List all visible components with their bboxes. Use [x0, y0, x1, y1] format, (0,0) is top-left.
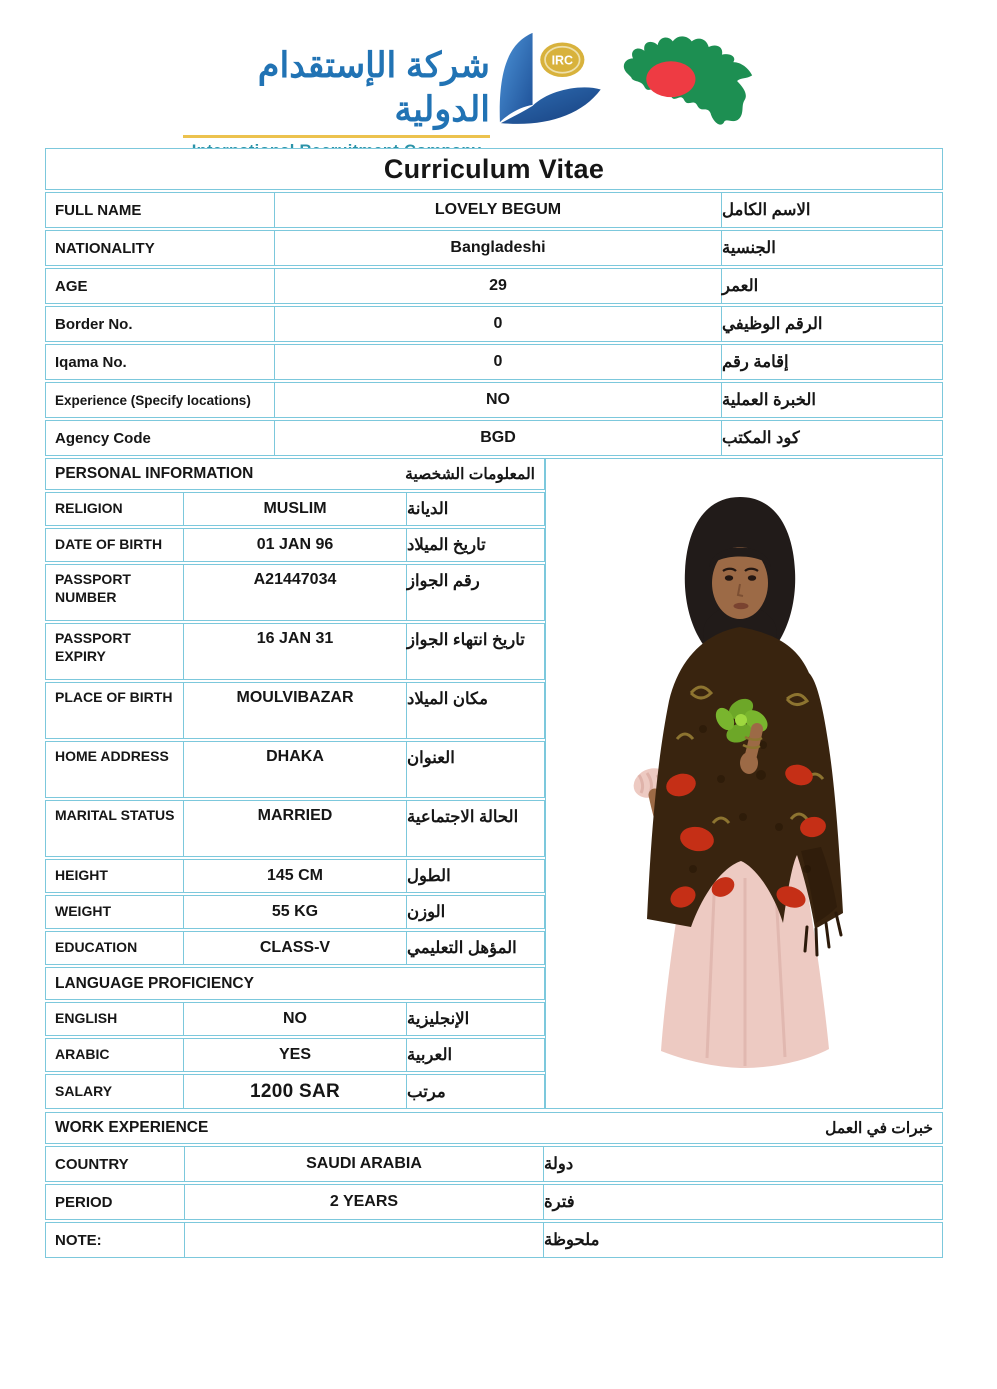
table-row-period: [45, 1184, 943, 1220]
field-label-arabic: الجنسية: [722, 239, 776, 257]
field-label-arabic: العربية: [407, 1046, 453, 1064]
field-value: MUSLIM: [183, 493, 407, 525]
field-label-arabic: الإنجليزية: [407, 1010, 470, 1028]
table-row-full-name: [45, 192, 943, 228]
table-row-religion: [45, 492, 545, 526]
bangladesh-map-flag-icon: [610, 30, 762, 139]
field-value: MARRIED: [183, 801, 407, 856]
field-value: NO: [274, 383, 722, 417]
field-label: Experience (Specify locations): [55, 392, 251, 408]
company-brand: [183, 44, 490, 161]
field-value: CLASS-V: [183, 932, 407, 964]
brand-underline: [183, 135, 490, 138]
language-proficiency-header: [45, 967, 545, 1000]
field-label: PLACE OF BIRTH: [55, 689, 173, 705]
field-label-arabic: الرقم الوظيفي: [722, 315, 823, 333]
field-label-arabic: تاريخ الميلاد: [407, 536, 486, 554]
field-label: PERIOD: [55, 1193, 113, 1211]
table-row-experience: [45, 382, 943, 418]
field-value: 0: [274, 345, 722, 379]
field-label-arabic: الوزن: [407, 903, 446, 921]
table-row-place-of-birth: [45, 682, 545, 739]
field-value: Bangladeshi: [274, 231, 722, 265]
company-name-arabic: شركة الإستقدام الدولية: [257, 46, 490, 129]
field-value: SAUDI ARABIA: [184, 1147, 544, 1181]
field-label: PASSPORT NUMBER: [55, 571, 131, 605]
field-label: NOTE:: [55, 1231, 102, 1249]
field-label: COUNTRY: [55, 1155, 129, 1173]
table-row-marital-status: [45, 800, 545, 857]
cv-title-row: [45, 148, 943, 190]
field-label: AGE: [55, 277, 88, 295]
field-value: [184, 1223, 544, 1257]
section-title: WORK EXPERIENCE: [55, 1119, 209, 1136]
section-title: PERSONAL INFORMATION: [55, 465, 254, 482]
table-row-note: [45, 1222, 943, 1258]
table-row-passport-expiry: [45, 623, 545, 680]
field-value: 0: [274, 307, 722, 341]
table-row-nationality: [45, 230, 943, 266]
field-label: SALARY: [55, 1082, 113, 1099]
field-label: MARITAL STATUS: [55, 807, 175, 823]
field-label: FULL NAME: [55, 201, 142, 219]
candidate-photo: [595, 483, 895, 1095]
field-label-arabic: مرتب: [407, 1082, 446, 1101]
personal-info-table: [45, 458, 545, 1109]
personal-info-header: [45, 458, 545, 490]
field-label-arabic: كود المكتب: [722, 429, 800, 447]
field-value: 29: [274, 269, 722, 303]
summary-table: [45, 148, 943, 456]
field-label: NATIONALITY: [55, 239, 155, 257]
field-label-arabic: ملحوظة: [544, 1231, 600, 1249]
field-label-arabic: تاريخ انتهاء الجواز: [407, 631, 525, 649]
field-label-arabic: الديانة: [407, 500, 449, 518]
field-label: Border No.: [55, 315, 133, 333]
field-label-arabic: رقم الجواز: [407, 572, 480, 590]
table-row-border-no: [45, 306, 943, 342]
field-label: ENGLISH: [55, 1010, 118, 1027]
field-value: 1200 SAR: [183, 1075, 407, 1108]
field-value: MOULVIBAZAR: [183, 683, 407, 738]
irc-logo-mark-icon: [487, 30, 605, 131]
table-row-height: [45, 859, 545, 893]
field-value: 16 JAN 31: [183, 624, 407, 679]
irc-badge-text: IRC: [551, 53, 574, 68]
field-value: LOVELY BEGUM: [274, 193, 722, 227]
table-row-salary: [45, 1074, 545, 1109]
photo-panel: [545, 458, 943, 1109]
field-label: HOME ADDRESS: [55, 748, 169, 764]
field-label-arabic: فترة: [544, 1193, 575, 1211]
field-label: RELIGION: [55, 500, 123, 517]
field-label: ARABIC: [55, 1046, 110, 1063]
field-label-arabic: إقامة رقم: [722, 353, 789, 371]
field-label: Iqama No.: [55, 353, 127, 371]
table-row-education: [45, 931, 545, 965]
field-value: 55 KG: [183, 896, 407, 928]
field-label: Agency Code: [55, 429, 151, 447]
field-value: 145 CM: [183, 860, 407, 892]
field-label-arabic: مكان الميلاد: [407, 690, 489, 708]
field-label-arabic: العنوان: [407, 749, 455, 767]
table-row-agency-code: [45, 420, 943, 456]
section-title: LANGUAGE PROFICIENCY: [55, 974, 254, 992]
personal-info-section: [45, 458, 943, 1109]
table-row-arabic: [45, 1038, 545, 1072]
table-row-country: [45, 1146, 943, 1182]
page-title: Curriculum Vitae: [383, 153, 605, 184]
section-title-arabic: خبرات في العمل: [825, 1119, 933, 1137]
table-row-iqama-no: [45, 344, 943, 380]
field-value: YES: [183, 1039, 407, 1071]
field-label-arabic: الخبرة العملية: [722, 391, 816, 409]
field-value: BGD: [274, 421, 722, 455]
field-label: DATE OF BIRTH: [55, 536, 163, 553]
field-label-arabic: الحالة الاجتماعية: [407, 808, 519, 826]
field-value: 2 YEARS: [184, 1185, 544, 1219]
field-value: NO: [183, 1003, 407, 1035]
table-row-passport-number: [45, 564, 545, 621]
field-label-arabic: دولة: [544, 1155, 574, 1173]
field-label: EDUCATION: [55, 939, 138, 956]
field-value: 01 JAN 96: [183, 529, 407, 561]
field-label-arabic: الطول: [407, 867, 451, 885]
field-label-arabic: الاسم الكامل: [722, 201, 811, 219]
table-row-weight: [45, 895, 545, 929]
field-label: WEIGHT: [55, 903, 111, 920]
field-value: A21447034: [183, 565, 407, 620]
table-row-date-of-birth: [45, 528, 545, 562]
field-label: PASSPORT EXPIRY: [55, 630, 131, 664]
field-value: DHAKA: [183, 742, 407, 797]
table-row-age: [45, 268, 943, 304]
table-row-english: [45, 1002, 545, 1036]
work-experience-header: [45, 1112, 943, 1144]
field-label-arabic: العمر: [722, 277, 759, 295]
field-label-arabic: المؤهل التعليمي: [407, 939, 517, 957]
table-row-home-address: [45, 741, 545, 798]
section-title-arabic: المعلومات الشخصية: [405, 465, 535, 483]
field-label: HEIGHT: [55, 867, 108, 884]
work-experience-table: [45, 1112, 943, 1258]
